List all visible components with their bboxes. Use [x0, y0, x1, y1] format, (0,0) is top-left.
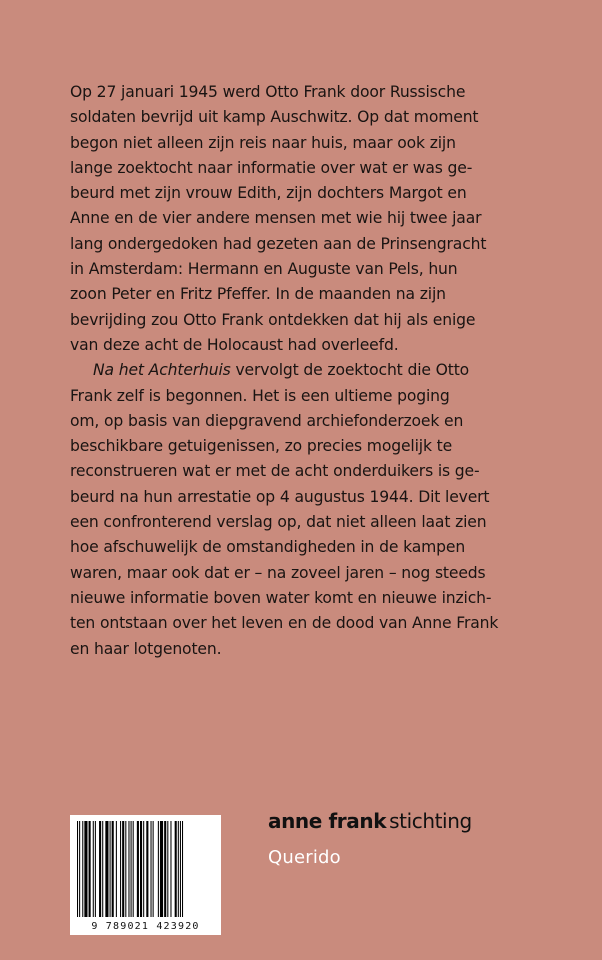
blurb-line: van deze acht de Holocaust had overleefd. — [70, 335, 399, 354]
blurb-line: beurd met zijn vrouw Edith, zijn dochters Margot en — [70, 184, 467, 203]
barcode-bar — [99, 821, 101, 917]
barcode-bar — [131, 821, 132, 917]
barcode-bar — [140, 821, 142, 917]
barcode-bar — [170, 821, 171, 917]
barcode-bar — [178, 821, 179, 917]
blurb-line: zoon Peter en Fritz Pfeffer. In de maanden na zijn — [70, 285, 446, 304]
barcode-bar — [77, 821, 78, 917]
barcode-bar — [143, 821, 144, 917]
logo-bold-text: anne frank — [268, 809, 387, 833]
blurb-line: nieuwe informatie boven water komt en nieuwe inzich- — [70, 588, 492, 607]
back-cover-blurb — [70, 80, 540, 662]
barcode-bar — [146, 821, 148, 917]
blurb-line: ten ontstaan over het leven en de dood van Anne Frank — [70, 614, 499, 633]
blurb-line: Anne en de vier andere mensen met wie hij twee jaar — [70, 209, 482, 228]
blurb-line: lang ondergedoken had gezeten aan de Prinsengracht — [70, 234, 487, 253]
blurb-line: bevrijding zou Otto Frank ontdekken dat hij als enige — [70, 310, 476, 329]
barcode-bar — [151, 821, 152, 917]
anne-frank-stichting-logo — [268, 809, 472, 833]
barcode-bar — [137, 821, 139, 917]
blurb-line: Frank zelf is begonnen. Het is een ultieme poging — [70, 386, 450, 405]
publisher-name: Querido — [268, 847, 341, 868]
barcode-bar — [120, 821, 121, 917]
isbn-barcode — [70, 815, 221, 935]
barcode-bar — [158, 821, 159, 917]
blurb-line: in Amsterdam: Hermann en Auguste van Pels, hun — [70, 260, 458, 279]
barcode-bar — [102, 821, 103, 917]
barcode-bar — [160, 821, 163, 917]
barcode-bar — [128, 821, 129, 917]
barcode-bar — [79, 821, 80, 917]
barcode-bar — [175, 821, 177, 917]
blurb-line: soldaten bevrijd uit kamp Auschwitz. Op dat moment — [70, 108, 479, 127]
barcode-bar — [89, 821, 91, 917]
barcode-bar — [167, 821, 168, 917]
barcode-bar — [82, 821, 83, 917]
barcode-bar — [153, 821, 154, 917]
barcode-bar — [84, 821, 87, 917]
blurb-line-first — [70, 358, 540, 383]
blurb-line: hoe afschuwelijk de omstandigheden in de kampen — [70, 538, 466, 557]
barcode-bar — [110, 821, 111, 917]
paragraph-2 — [70, 358, 540, 662]
blurb-line: beurd na hun arrestatie op 4 augustus 1944. Dit levert — [70, 487, 490, 506]
barcode-bar — [105, 821, 108, 917]
barcode-bar — [122, 821, 124, 917]
barcode-bar — [125, 821, 126, 917]
barcode-bar — [164, 821, 166, 917]
blurb-line: lange zoektocht naar informatie over wat er was ge- — [70, 158, 473, 177]
barcode-bar — [93, 821, 94, 917]
blurb-line: reconstrueren wat er met de acht onderduikers is ge- — [70, 462, 480, 481]
book-title: Na het Achterhuis — [93, 361, 231, 380]
blurb-line: om, op basis van diepgravend archiefonderzoek en — [70, 411, 464, 430]
paragraph-1 — [70, 80, 540, 358]
blurb-line: en haar lotgenoten. — [70, 639, 222, 658]
barcode-bar — [182, 821, 183, 917]
barcode-bar — [116, 821, 117, 917]
logo-light-text: stichting — [389, 809, 472, 833]
blurb-line: begon niet alleen zijn reis naar huis, maar ook zijn — [70, 133, 456, 152]
blurb-line: waren, maar ook dat er – na zoveel jaren – nog steeds — [70, 563, 486, 582]
barcode-bar — [95, 821, 96, 917]
blurb-line: Op 27 januari 1945 werd Otto Frank door Russische — [70, 83, 466, 101]
blurb-line: beschikbare getuigenissen, zo precies mogelijk te — [70, 437, 453, 456]
isbn-number: 9 789021 423920 — [91, 921, 200, 932]
barcode-bar — [180, 821, 181, 917]
blurb-line: een confronterend verslag op, dat niet alleen laat zien — [70, 513, 487, 532]
barcode-bars — [77, 821, 214, 917]
barcode-bar — [133, 821, 134, 917]
blurb-line-rest: vervolgt de zoektocht die Otto — [230, 361, 470, 380]
barcode-bar — [112, 821, 114, 917]
